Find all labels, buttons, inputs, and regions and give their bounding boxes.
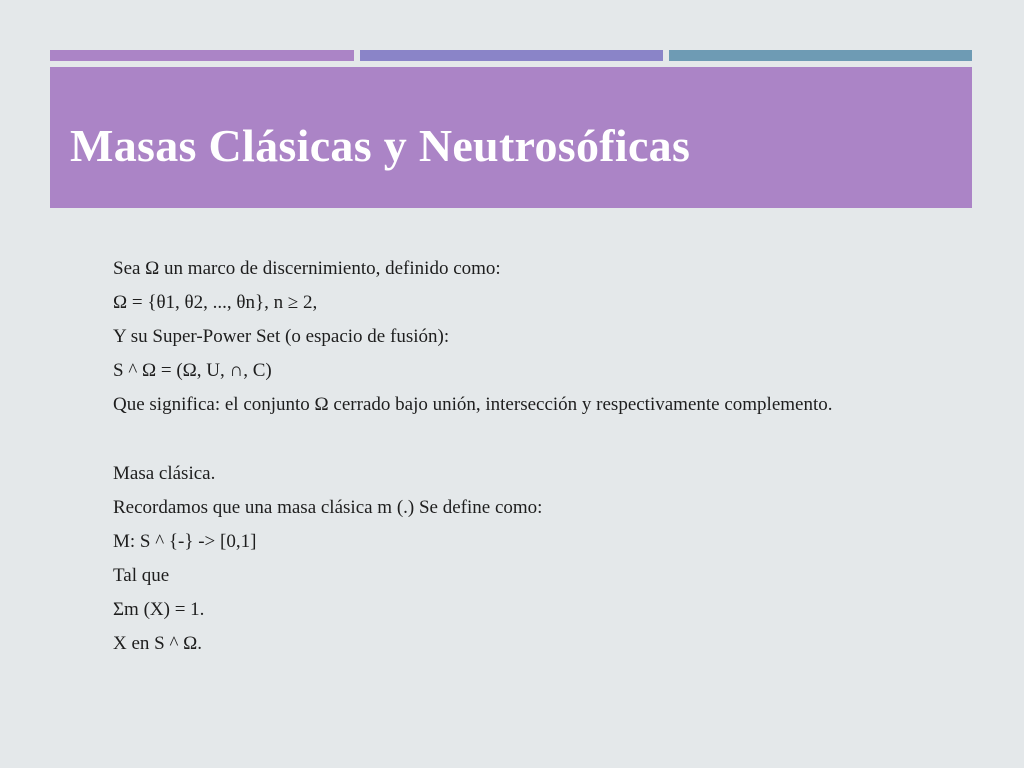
body-line: Ω = {θ1, θ2, ..., θn}, n ≥ 2,: [113, 292, 318, 313]
body-line: X en S ^ Ω.: [113, 633, 203, 654]
body-line: Que significa: el conjunto Ω cerrado bajo unión, intersección y respectivamente complemento.: [113, 394, 833, 415]
slide-title: Masas Clásicas y Neutrosóficas: [70, 120, 691, 171]
title-band: [50, 67, 972, 208]
accent-bar-1: [50, 50, 354, 61]
body-line: Tal que: [113, 565, 170, 586]
body-line: Recordamos que una masa clásica m (.) Se define como:: [113, 497, 543, 518]
body-line: S ^ Ω = (Ω, U, ∩, C): [113, 360, 272, 381]
body-line: Sea Ω un marco de discernimiento, definido como:: [113, 258, 501, 279]
body-line: Masa clásica.: [113, 463, 216, 484]
slide-body: [113, 258, 873, 667]
body-line: M: S ^ {-} -> [0,1]: [113, 531, 257, 552]
accent-bar-3: [669, 50, 972, 61]
body-line: Y su Super-Power Set (o espacio de fusión):: [113, 326, 450, 347]
body-line: Σm (X) = 1.: [113, 599, 205, 620]
accent-bar-2: [360, 50, 663, 61]
